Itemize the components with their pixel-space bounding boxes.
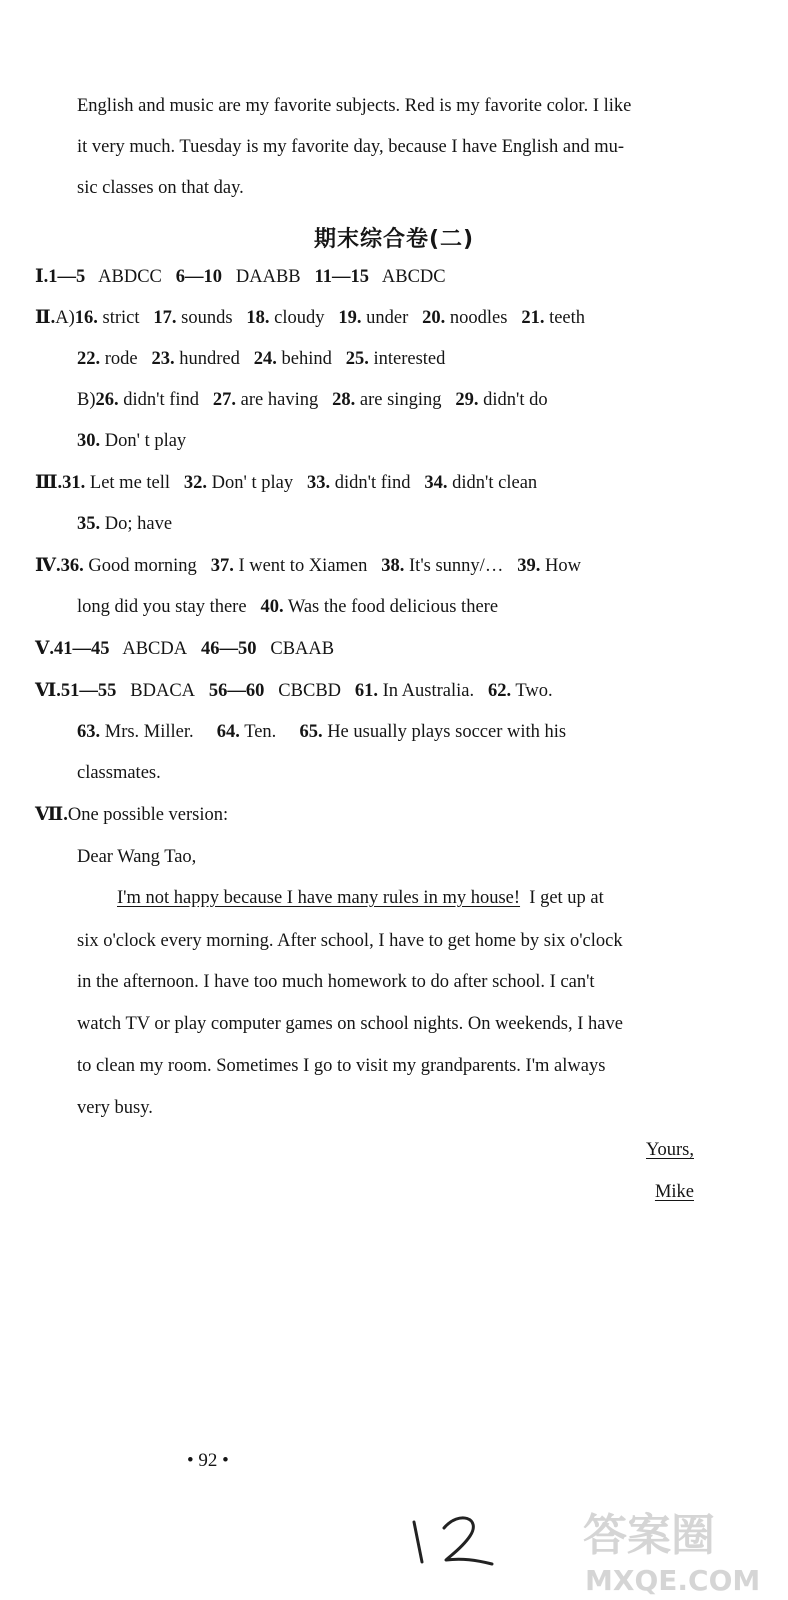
letter-greeting: Dear Wang Tao, (77, 847, 197, 867)
item-number: 61. (354, 681, 379, 701)
roman-numeral: Ⅲ. (35, 473, 63, 493)
intro-line-3: sic classes on that day. (77, 178, 244, 198)
item-number: 35. (77, 514, 101, 534)
item-answer: Don' t play (104, 431, 187, 451)
item-number: 27. (212, 390, 237, 410)
letter-line-2: six o'clock every morning. After school, I have to get home by six o'clock (77, 931, 623, 951)
item-answer: Don' t play (211, 473, 294, 493)
range: 41—45 (53, 639, 110, 659)
item-number: 28. (332, 390, 356, 410)
item-number: 38. (381, 556, 405, 576)
item-number: 64. (216, 722, 240, 742)
letter-closing: Yours, (646, 1140, 694, 1160)
letter-signature: Mike (654, 1182, 694, 1202)
item-answer: Do; have (104, 514, 173, 534)
item-number: 20. (422, 308, 446, 328)
item-number: 39. (517, 556, 541, 576)
item-number: 29. (455, 390, 479, 410)
letter-text: I get up at (529, 888, 604, 908)
item-answer: I went to Xiamen (238, 556, 368, 576)
item-number: 25. (345, 349, 369, 369)
range: 56—60 (208, 681, 265, 701)
answers: BDACA (130, 681, 196, 701)
roman-numeral: Ⅱ. (35, 308, 56, 328)
item-number: 37. (210, 556, 234, 576)
item-answer: under (366, 308, 409, 328)
item-answer: noodles (449, 308, 508, 328)
section-3-row-2 (77, 512, 172, 536)
roman-numeral: Ⅰ. (35, 267, 49, 287)
part-label: A) (55, 308, 75, 328)
item-answer: He usually plays soccer with his (327, 722, 567, 742)
item-number: 23. (151, 349, 175, 369)
section-6-row-3 (77, 761, 161, 785)
item-number: 22. (77, 349, 101, 369)
section-4-row-1 (35, 554, 581, 578)
item-number: 62. (487, 681, 512, 701)
answers: CBAAB (270, 639, 335, 659)
section-7-intro (35, 803, 228, 827)
section-2-row-3 (77, 388, 548, 412)
letter-line-1 (117, 886, 604, 910)
range: 1—5 (48, 267, 86, 287)
item-answer: hundred (179, 349, 240, 369)
roman-numeral: Ⅵ. (35, 681, 61, 701)
answers: DAABB (235, 267, 301, 287)
item-answer: How (544, 556, 581, 576)
item-answer: In Australia. (382, 681, 475, 701)
item-answer: strict (102, 308, 140, 328)
item-answer: Two. (515, 681, 553, 701)
item-answer: didn't find (334, 473, 411, 493)
item-number: 31. (62, 473, 86, 493)
item-answer: classmates. (77, 763, 161, 783)
item-number: 24. (253, 349, 277, 369)
item-answer: behind (281, 349, 332, 369)
section-1-row (35, 265, 446, 289)
section-title: 期末综合卷(二) (313, 227, 475, 252)
item-answer: are having (240, 390, 319, 410)
intro-line-1: English and music are my favorite subjects. Red is my favorite color. I like (77, 96, 632, 116)
item-answer: Good morning (88, 556, 197, 576)
range: 46—50 (200, 639, 257, 659)
item-number: 21. (521, 308, 545, 328)
section-6-row-2 (77, 720, 566, 744)
item-number: 30. (77, 431, 101, 451)
item-answer: long did you stay there (77, 597, 247, 617)
item-number: 65. (299, 722, 323, 742)
section-3-row-1 (35, 471, 537, 495)
answers: ABCDA (122, 639, 188, 659)
item-number: 16. (74, 308, 98, 328)
section-4-row-2 (77, 595, 498, 619)
section-2-row-4 (77, 429, 186, 453)
section-6-row-1 (35, 679, 553, 703)
range: 6—10 (175, 267, 223, 287)
item-answer: sounds (181, 308, 233, 328)
range: 11—15 (314, 267, 370, 287)
item-number: 63. (77, 722, 101, 742)
answers: CBCBD (278, 681, 342, 701)
underlined-sentence: I'm not happy because I have many rules in my house! (117, 888, 521, 908)
roman-numeral: Ⅴ. (35, 639, 54, 659)
item-number: 40. (260, 597, 284, 617)
roman-numeral: Ⅶ. (35, 805, 68, 825)
item-number: 36. (60, 556, 84, 576)
section-5-row (35, 637, 334, 661)
svg-text:答案圈: 答案圈 (583, 1510, 715, 1561)
item-answer: rode (104, 349, 138, 369)
roman-numeral: Ⅳ. (35, 556, 61, 576)
section-2-row-2 (77, 347, 445, 371)
item-answer: interested (373, 349, 446, 369)
item-answer: Mrs. Miller. (104, 722, 194, 742)
answers: ABDCC (98, 267, 162, 287)
item-answer: are singing (359, 390, 442, 410)
letter-line-5: to clean my room. Sometimes I go to visit my grandparents. I'm always (77, 1056, 606, 1076)
item-answer: didn't clean (452, 473, 538, 493)
letter-line-4: watch TV or play computer games on school nights. On weekends, I have (77, 1014, 623, 1034)
page-number: • 92 • (187, 1450, 229, 1471)
item-answer: cloudy (274, 308, 325, 328)
part-label: B) (77, 390, 96, 410)
item-answer: Let me tell (89, 473, 171, 493)
handwritten-number (404, 1500, 514, 1570)
svg-text:MXQE.COM: MXQE.COM (585, 1564, 761, 1597)
section-7-label: One possible version: (67, 805, 229, 825)
letter-line-3: in the afternoon. I have too much homework to do after school. I can't (77, 972, 595, 992)
item-answer: It's sunny/… (409, 556, 504, 576)
section-2-row-1 (35, 306, 585, 330)
intro-line-2: it very much. Tuesday is my favorite day, because I have English and mu- (77, 137, 624, 157)
item-number: 26. (95, 390, 119, 410)
item-number: 18. (246, 308, 270, 328)
item-answer: teeth (549, 308, 586, 328)
item-answer: didn't find (123, 390, 200, 410)
item-number: 34. (424, 473, 448, 493)
item-number: 32. (183, 473, 208, 493)
item-number: 17. (153, 308, 177, 328)
item-answer: Ten. (244, 722, 277, 742)
answers: ABCDC (381, 267, 446, 287)
watermark-logo (575, 1498, 785, 1598)
letter-line-6: very busy. (77, 1098, 153, 1118)
item-number: 33. (306, 473, 331, 493)
item-answer: Was the food delicious there (287, 597, 499, 617)
range: 51—55 (60, 681, 117, 701)
item-answer: didn't do (483, 390, 548, 410)
item-number: 19. (338, 308, 362, 328)
